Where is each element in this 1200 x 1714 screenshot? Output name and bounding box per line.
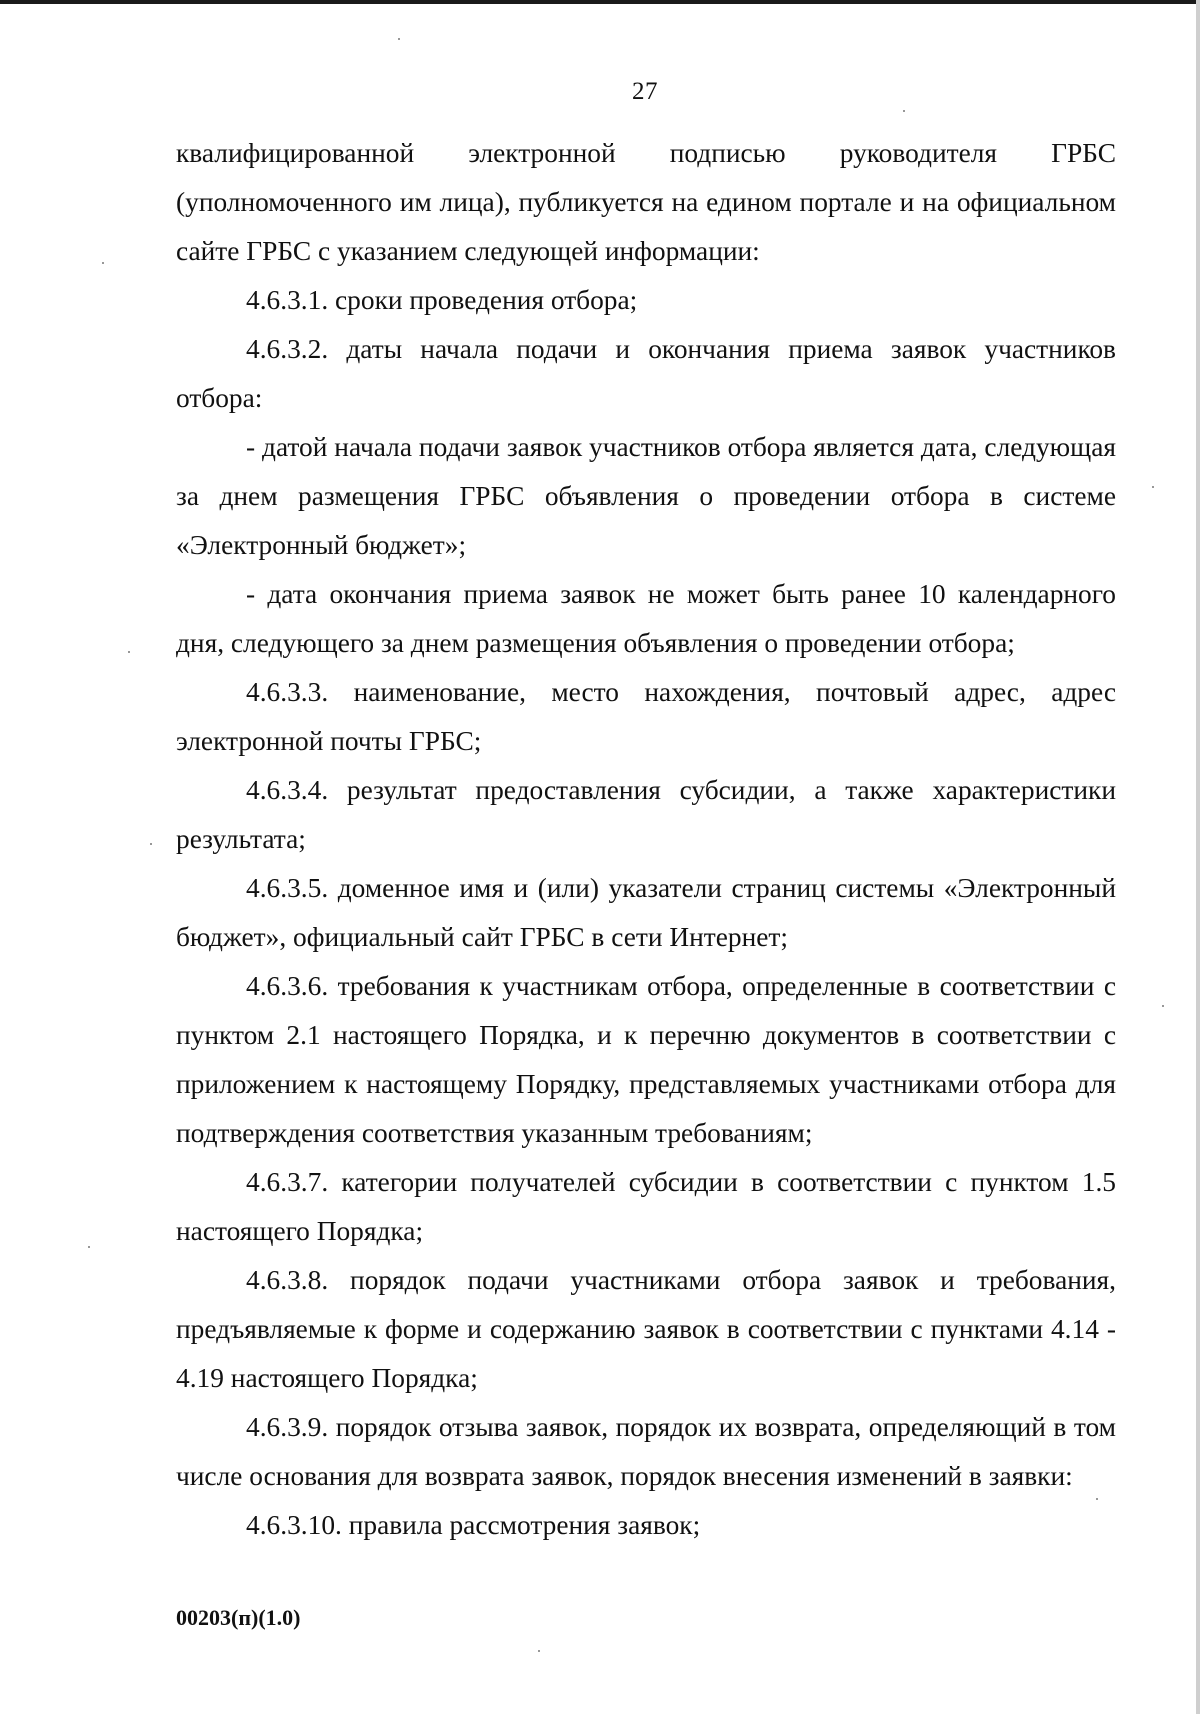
paragraph-end-date-item: - дата окончания приема заявок не может быть ранее 10 календарного дня, следующего за днем размещения объявления о проведении отбора; [176,579,1116,658]
paragraph-4-6-3-10: 4.6.3.10. правила рассмотрения заявок; [246,1510,701,1540]
paragraph-start-date-item: - датой начала подачи заявок участников отбора является дата, следующая за днем размещения ГРБС объявления о проведении отбора в системе «Электронный бюджет»; [176,432,1116,560]
paragraph-4-6-3-8: 4.6.3.8. порядок подачи участниками отбора заявок и требования, предъявляемые к форме и содержанию заявок в соответствии с пунктами 4.14 - 4.19 настоящего Порядка; [176,1265,1116,1393]
scan-speck [102,262,104,264]
scan-top-edge [0,0,1200,4]
scan-speck [88,1246,90,1248]
scan-speck [398,38,400,40]
paragraph-4-6-3-5: 4.6.3.5. доменное имя и (или) указатели страниц системы «Электронный бюджет», официальный сайт ГРБС в сети Интернет; [176,873,1116,952]
scan-speck [128,651,130,653]
scan-speck [538,1650,540,1652]
document-code: 00203(п)(1.0) [176,1605,301,1630]
paragraph-4-6-3-2: 4.6.3.2. даты начала подачи и окончания приема заявок участников отбора: [176,334,1116,413]
scan-speck [150,843,152,845]
scan-right-edge [1196,0,1200,1714]
document-body [176,129,1116,1550]
paragraph-4-6-3-1: 4.6.3.1. сроки проведения отбора; [246,285,638,315]
scan-speck [1152,486,1154,488]
page-number: 27 [632,78,658,105]
paragraph-4-6-3-4: 4.6.3.4. результат предоставления субсидии, а также характеристики результата; [176,775,1116,854]
scan-speck [1096,1498,1098,1500]
paragraph-4-6-3-9: 4.6.3.9. порядок отзыва заявок, порядок их возврата, определяющий в том числе основания для возврата заявок, порядок внесения изменений в заявки: [176,1412,1116,1491]
paragraph-4-6-3-7: 4.6.3.7. категории получателей субсидии в соответствии с пунктом 1.5 настоящего Порядка; [176,1167,1116,1246]
scan-speck [1162,1005,1164,1007]
scan-speck [903,110,905,112]
paragraph-4-6-3-6: 4.6.3.6. требования к участникам отбора, определенные в соответствии с пунктом 2.1 настоящего Порядка, и к перечню документов в соответствии с приложением к настоящему Порядку, представляемых участниками отбора для подтверждения соответствия указанным требованиям; [176,971,1116,1148]
paragraph-4-6-3-3: 4.6.3.3. наименование, место нахождения, почтовый адрес, адрес электронной почты ГРБС; [176,677,1116,756]
paragraph-intro: квалифицированной электронной подписью руководителя ГРБС (уполномоченного им лица), публикуется на едином портале и на официальном сайте ГРБС с указанием следующей информации: [176,138,1116,266]
